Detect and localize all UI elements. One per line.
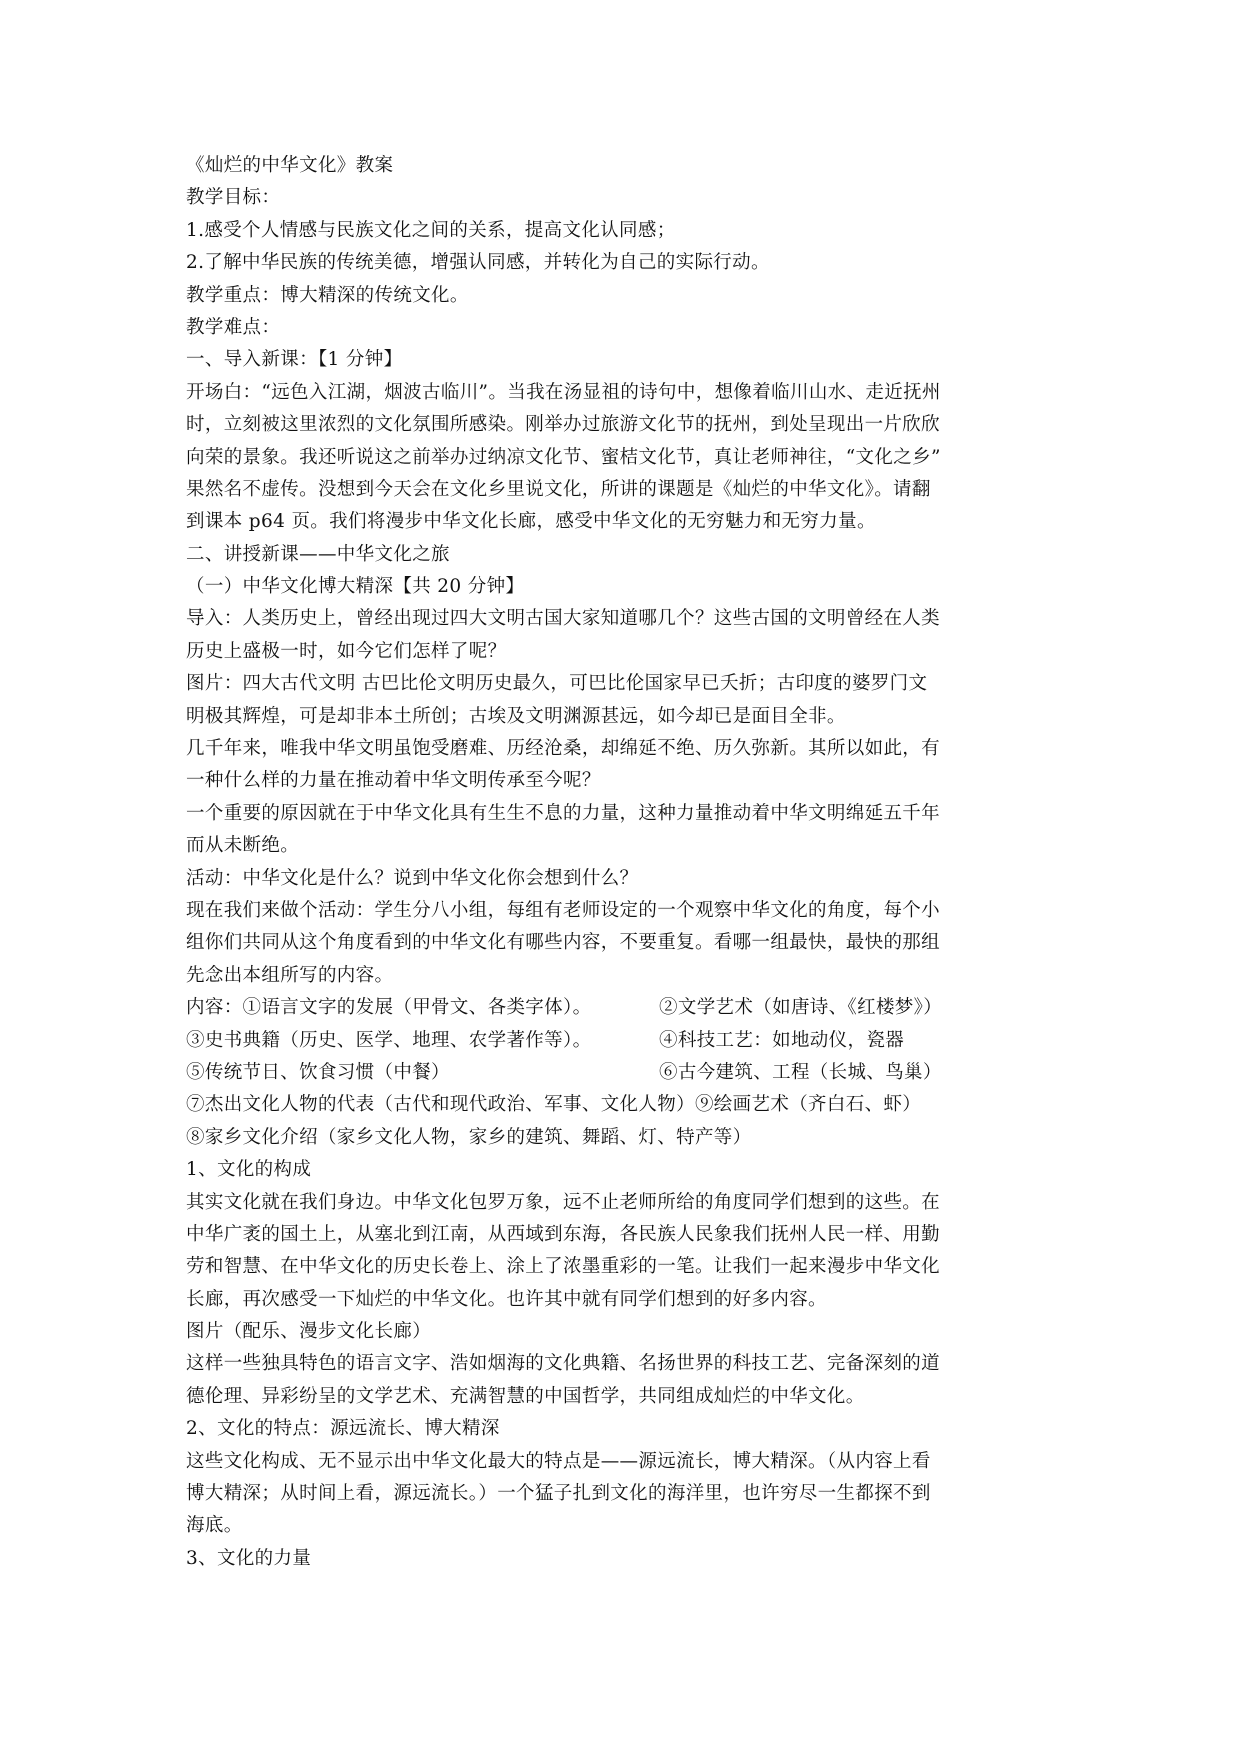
document-body — [186, 150, 1056, 1575]
paragraph-line: 开场白：“远色入江湖，烟波古临川”。当我在汤显祖的诗句中，想像着临川山水、走近抚州 — [186, 381, 941, 403]
point-heading: 1、文化的构成 — [186, 1159, 312, 1181]
point-heading: 3、文化的力量 — [186, 1547, 312, 1569]
content-item: ⑦杰出文化人物的代表（古代和现代政治、军事、文化人物）⑨绘画艺术（齐白石、虾） — [186, 1094, 922, 1116]
paragraph-line: 其实文化就在我们身边。中华文化包罗万象，远不止老师所给的角度同学们想到的这些。在 — [186, 1191, 941, 1213]
paragraph-line: 图片：四大古代文明 古巴比伦文明历史最久，可巴比伦国家早已夭折；古印度的婆罗门文 — [186, 673, 928, 695]
content-item: ⑧家乡文化介绍（家乡文化人物，家乡的建筑、舞蹈、灯、特产等） — [186, 1126, 752, 1148]
content-item: ⑥古今建筑、工程（长城、鸟巢） — [659, 1061, 942, 1083]
paragraph-line: 几千年来，唯我中华文明虽饱受磨难、历经沧桑，却绵延不绝、历久弥新。其所以如此，有 — [186, 738, 941, 760]
activity-line: 活动：中华文化是什么？说到中华文化你会想到什么？ — [186, 867, 639, 889]
document-title: 《灿烂的中华文化》教案 — [186, 155, 394, 176]
paragraph-line: 导入：人类历史上，曾经出现过四大文明古国大家知道哪几个？这些古国的文明曾经在人类 — [186, 608, 941, 630]
picture-note: 图片（配乐、漫步文化长廊） — [186, 1321, 432, 1343]
content-row — [186, 1025, 1056, 1057]
section-heading: 一、导入新课：【1 分钟】 — [186, 349, 403, 371]
subsection-heading: （一）中华文化博大精深【共 20 分钟】 — [186, 576, 525, 598]
paragraph-line: 组你们共同从这个角度看到的中华文化有哪些内容，不要重复。看哪一组最快，最快的那组 — [186, 932, 941, 954]
paragraph-line: 时，立刻被这里浓烈的文化氛围所感染。刚举办过旅游文化节的抚州，到处呈现出一片欣欣 — [186, 414, 941, 436]
paragraph-line: 到课本 p64 页。我们将漫步中华文化长廊，感受中华文化的无穷魅力和无穷力量。 — [186, 511, 876, 533]
paragraph-line: 海底。 — [186, 1515, 243, 1537]
paragraph-line: 一种什么样的力量在推动着中华文明传承至今呢？ — [186, 770, 601, 792]
paragraph-line: 向荣的景象。我还听说这之前举办过纳凉文化节、蜜桔文化节，真让老师神往，“文化之乡” — [186, 446, 941, 468]
content-item: ②文学艺术（如唐诗、《红楼梦》） — [659, 997, 943, 1019]
paragraph-line: 这些文化构成、无不显示出中华文化最大的特点是——源远流长，博大精深。（从内容上看 — [186, 1450, 931, 1472]
content-item: ③史书典籍（历史、医学、地理、农学著作等）。 — [186, 1029, 592, 1051]
paragraph-line: 果然名不虚传。没想到今天会在文化乡里说文化，所讲的课题是《灿烂的中华文化》。请翻 — [186, 478, 931, 500]
paragraph-line: 博大精深；从时间上看，源远流长。）一个猛子扎到文化的海洋里，也许穷尽一生都探不到 — [186, 1483, 931, 1505]
paragraph-line: 劳和智慧、在中华文化的历史长卷上、涂上了浓墨重彩的一笔。让我们一起来漫步中华文化 — [186, 1256, 941, 1278]
section-heading: 二、讲授新课——中华文化之旅 — [186, 543, 450, 565]
point-heading: 2、文化的特点：源远流长、博大精深 — [186, 1418, 500, 1440]
goal-item: 2.了解中华民族的传统美德，增强认同感，并转化为自己的实际行动。 — [186, 252, 770, 274]
content-row — [186, 992, 1056, 1024]
paragraph-line: 一个重要的原因就在于中华文化具有生生不息的力量，这种力量推动着中华文明绵延五千年 — [186, 802, 941, 824]
paragraph-line: 明极其辉煌，可是却非本土所创；古埃及文明渊源甚远，如今却已是面目全非。 — [186, 705, 846, 727]
paragraph-line: 而从未断绝。 — [186, 835, 300, 857]
content-item: ④科技工艺：如地动仪，瓷器 — [659, 1029, 905, 1051]
paragraph-line: 历史上盛极一时，如今它们怎样了呢？ — [186, 640, 507, 662]
content-item: 内容：①语言文字的发展（甲骨文、各类字体）。 — [186, 997, 592, 1019]
paragraph-line: 现在我们来做个活动：学生分八小组，每组有老师设定的一个观察中华文化的角度，每个小 — [186, 899, 941, 921]
paragraph-line: 先念出本组所写的内容。 — [186, 964, 394, 986]
goal-item: 1.感受个人情感与民族文化之间的关系，提高文化认同感； — [186, 219, 676, 241]
content-row — [186, 1057, 1056, 1089]
difficulty: 教学难点： — [186, 316, 281, 338]
paragraph-line: 这样一些独具特色的语言文字、浩如烟海的文化典籍、名扬世界的科技工艺、完备深刻的道 — [186, 1353, 941, 1375]
key-point: 教学重点：博大精深的传统文化。 — [186, 284, 469, 306]
paragraph-line: 长廊，再次感受一下灿烂的中华文化。也许其中就有同学们想到的好多内容。 — [186, 1288, 827, 1310]
paragraph-line: 德伦理、异彩纷呈的文学艺术、充满智慧的中国哲学，共同组成灿烂的中华文化。 — [186, 1385, 865, 1407]
goals-heading: 教学目标： — [186, 187, 281, 209]
content-item: ⑤传统节日、饮食习惯（中餐） — [186, 1061, 450, 1083]
paragraph-line: 中华广袤的国土上，从塞北到江南，从西域到东海，各民族人民象我们抚州人民一样、用勤 — [186, 1223, 941, 1245]
